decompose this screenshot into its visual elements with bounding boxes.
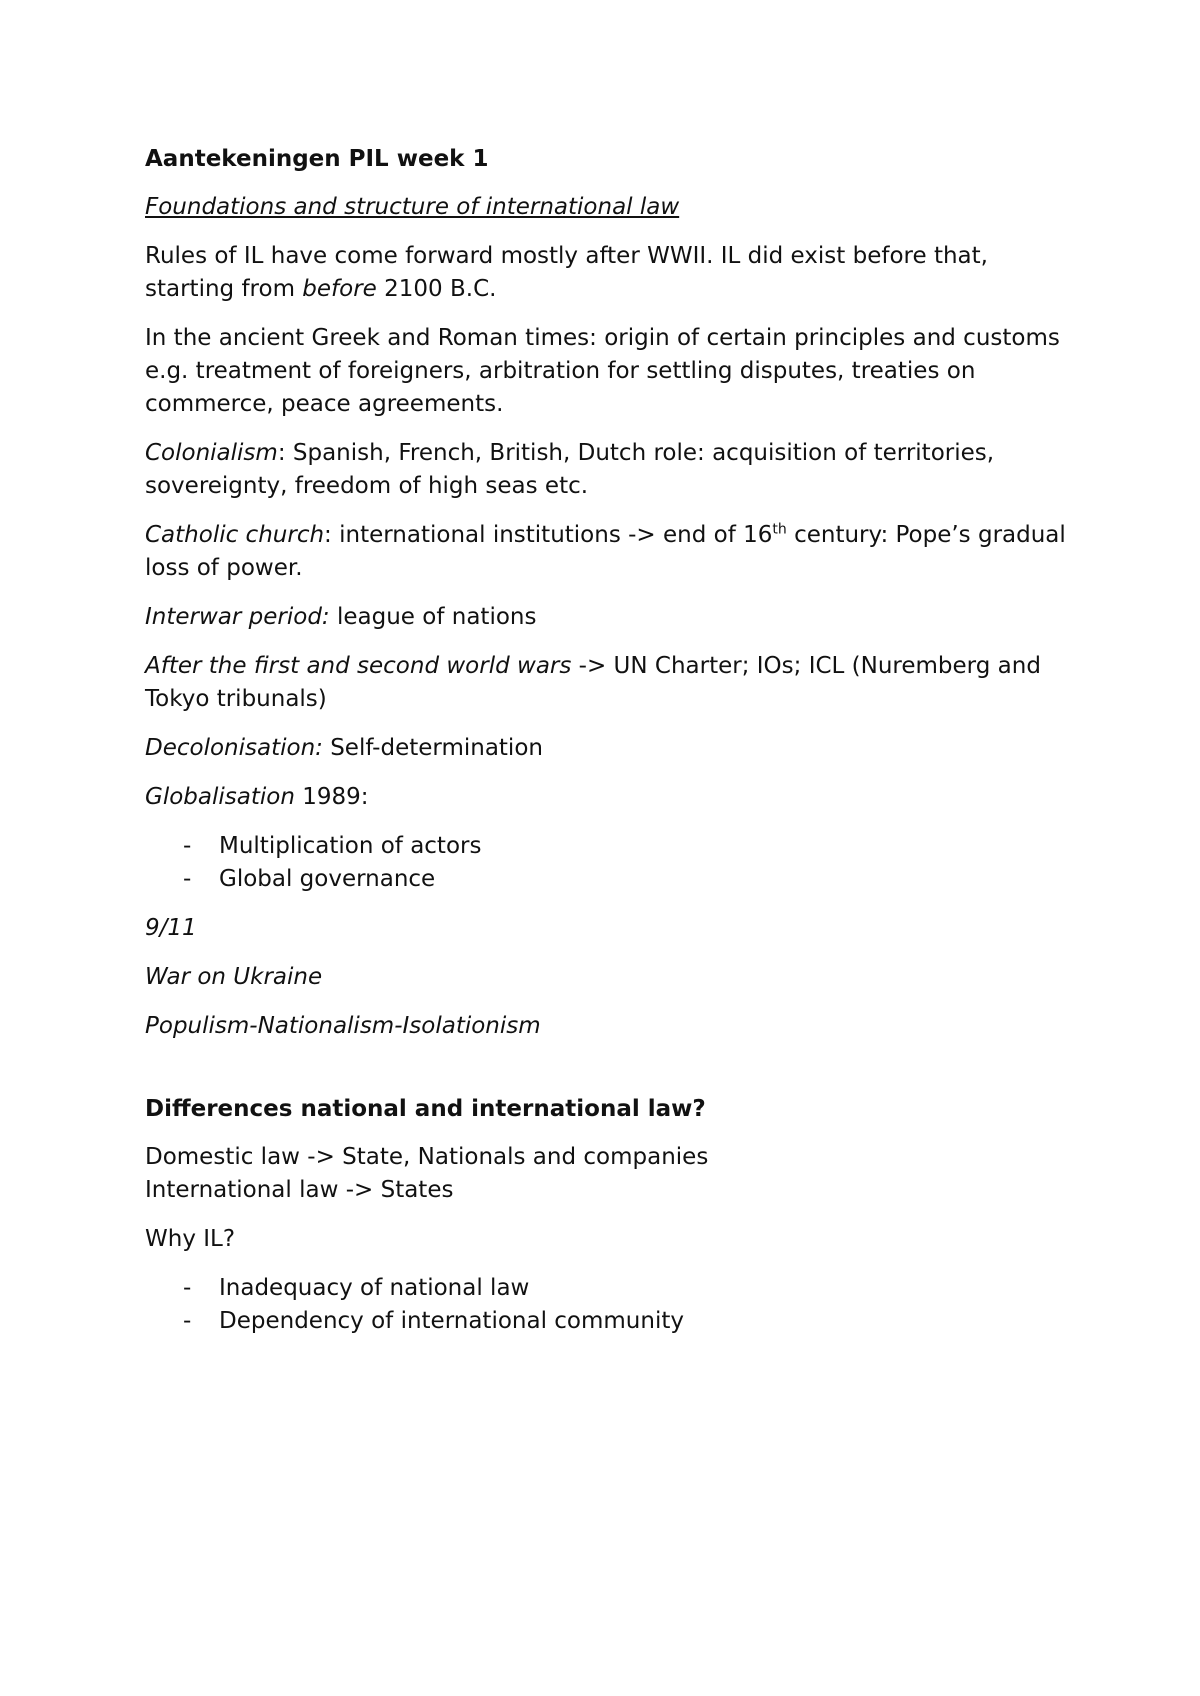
paragraph-origins-emphasis: before (302, 276, 377, 302)
differences-line-2: International law -> States (145, 1177, 454, 1203)
differences-heading: Differences national and international law? (145, 1096, 706, 1122)
catholic-church-superscript: th (772, 521, 787, 538)
why-il-question: Why IL? (145, 1226, 236, 1252)
decolonisation-label: Decolonisation: (145, 735, 323, 761)
paragraph-nine-eleven: 9/11 (145, 915, 197, 941)
list-item-text: Global governance (219, 866, 436, 892)
dash-bullet: - (183, 866, 192, 892)
list-item (145, 830, 1075, 863)
list-item-text: Inadequacy of national law (219, 1275, 530, 1301)
catholic-church-text-b: century: Pope’s gradual loss of power. (145, 522, 1066, 581)
decolonisation-text: Self-determination (322, 735, 543, 761)
globalisation-label: Globalisation (145, 784, 295, 810)
catholic-church-text-a: : international institutions -> end of 16 (324, 522, 773, 548)
paragraph-ancient (145, 322, 1075, 421)
paragraph-origins-text-b: 2100 B.C. (376, 276, 497, 302)
list-item (145, 1272, 1075, 1305)
colonialism-label: Colonialism (145, 440, 278, 466)
paragraph-populism: Populism-Nationalism-Isolationism (145, 1013, 541, 1039)
dash-bullet: - (183, 833, 192, 859)
paragraph-interwar (145, 601, 1075, 634)
colonialism-text: : Spanish, French, British, Dutch role: acquisition of territories, sovereignty, freedom of high seas etc. (145, 440, 995, 499)
paragraph-ancient-line-2: e.g. treatment of foreigners, arbitration for settling disputes, treaties on commerce, peace agreements. (145, 358, 976, 417)
why-il-list (145, 1272, 1075, 1338)
globalisation-text: 1989: (294, 784, 369, 810)
document-subtitle: Foundations and structure of international law (145, 194, 680, 220)
paragraph-origins-text-a: Rules of IL have come forward mostly after WWII. IL did exist before that, starting from (145, 243, 988, 302)
paragraph-catholic-church (145, 519, 1075, 585)
dash-bullet: - (183, 1275, 192, 1301)
paragraph-differences (145, 1141, 1075, 1207)
interwar-label: Interwar period: (145, 604, 330, 630)
dash-bullet: - (183, 1308, 192, 1334)
paragraph-colonialism (145, 437, 1075, 503)
paragraph-ancient-line-1: In the ancient Greek and Roman times: origin of certain principles and customs (145, 325, 1060, 351)
list-item (145, 1305, 1075, 1338)
document-title: Aantekeningen PIL week 1 (145, 146, 489, 172)
interwar-text: league of nations (329, 604, 537, 630)
paragraph-origins (145, 240, 1075, 306)
document-page (145, 143, 1075, 1354)
paragraph-decolonisation (145, 732, 1075, 765)
after-wars-text: -> UN Charter; IOs; ICL (Nuremberg and Tokyo tribunals) (145, 653, 1041, 712)
paragraph-after-wars (145, 650, 1075, 716)
list-item (145, 863, 1075, 896)
paragraph-globalisation (145, 781, 1075, 814)
list-item-text: Dependency of international community (219, 1308, 684, 1334)
paragraph-war-on-ukraine: War on Ukraine (145, 964, 323, 990)
after-wars-label: After the first and second world wars (145, 653, 572, 679)
catholic-church-label: Catholic church (145, 522, 325, 548)
list-item-text: Multiplication of actors (219, 833, 482, 859)
globalisation-list (145, 830, 1075, 896)
differences-line-1: Domestic law -> State, Nationals and companies (145, 1144, 709, 1170)
